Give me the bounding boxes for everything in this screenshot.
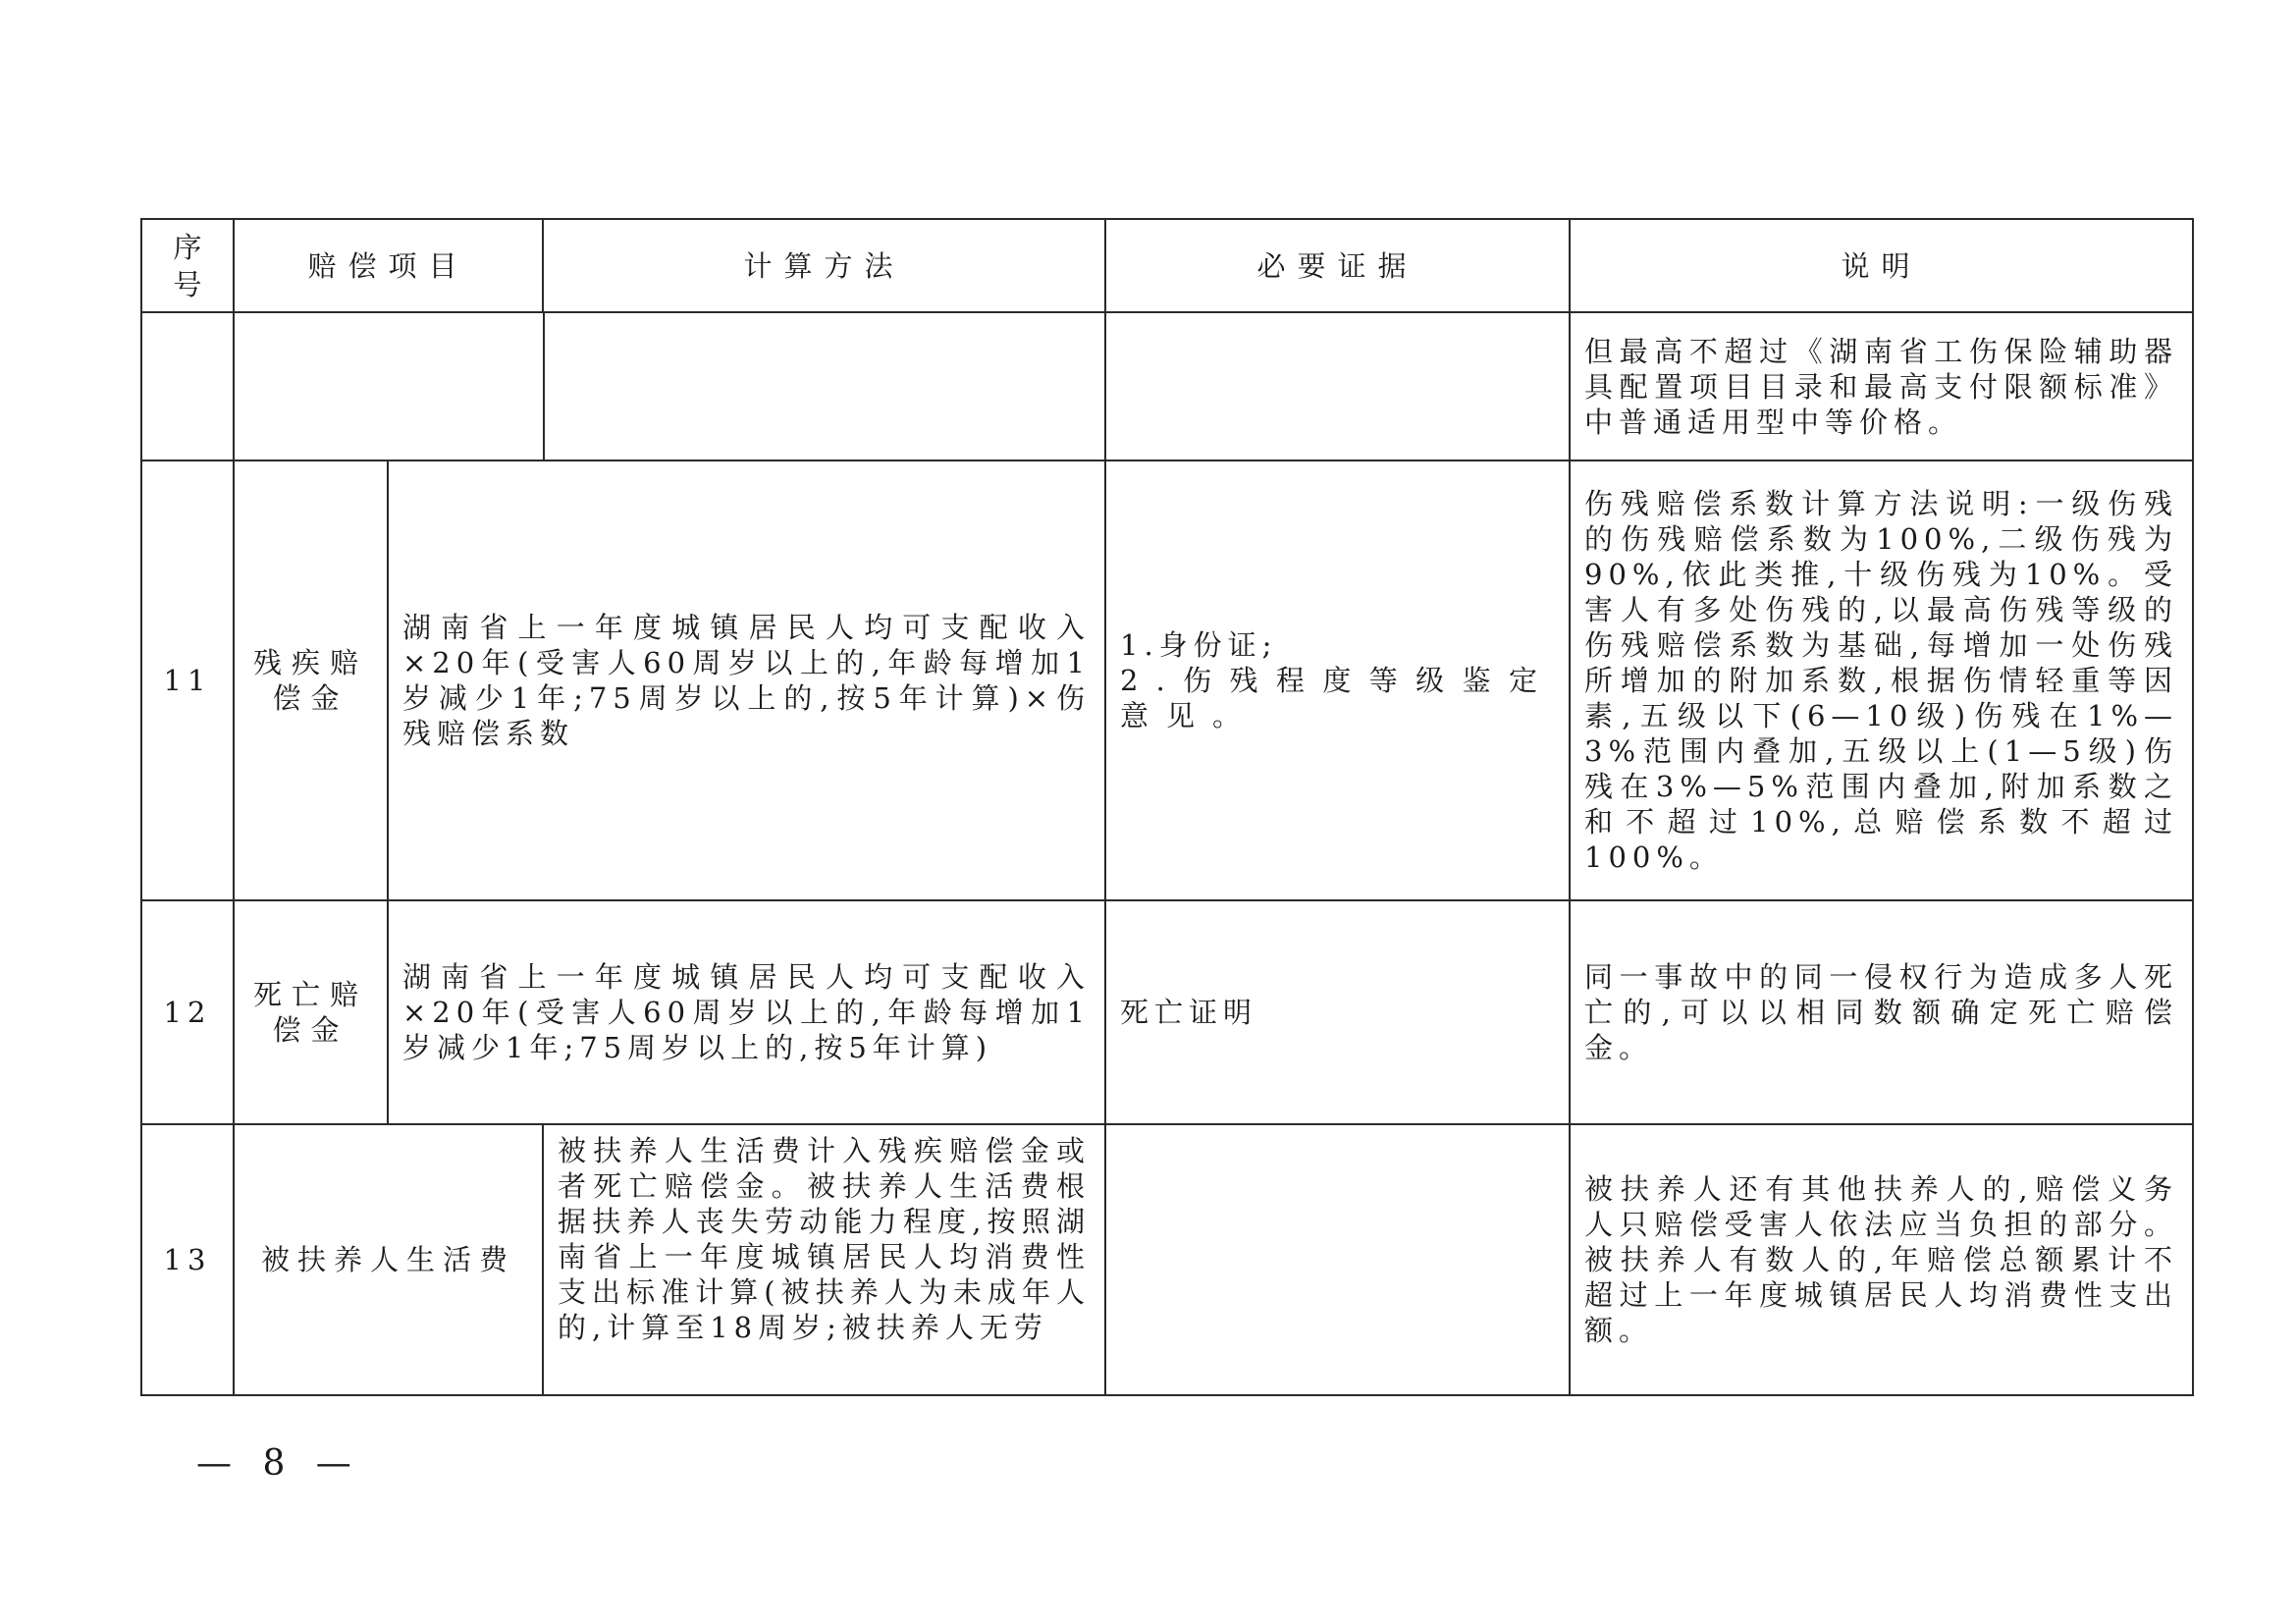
table-row: [141, 312, 2193, 460]
row-note: 但最高不超过《湖南省工伤保险辅助器具配置项目目录和最高支付限额标准》中普通适用型中等价格。: [1570, 312, 2193, 460]
table-row: [141, 460, 2193, 900]
row-item: 残疾赔偿金: [234, 460, 388, 900]
table-header-row: [141, 219, 2193, 312]
evidence-line: 2.伤残程度等级鉴定意见。: [1120, 664, 1556, 732]
row-item-method-cell: [234, 312, 1105, 460]
row-method: [543, 1124, 1105, 1395]
row-method: 湖南省上一年度城镇居民人均可支配收入×20年(受害人60周岁以上的,年龄每增加1岁减少1年;75周岁以上的,按5年计算)×伤残赔偿系数: [388, 460, 1105, 900]
row-seq: 11: [141, 460, 234, 900]
row-item: [235, 313, 545, 460]
header-method: 计算方法: [543, 219, 1105, 312]
page-number: — 8 —: [196, 1443, 361, 1484]
evidence-line: 1.身份证;: [1120, 628, 1278, 662]
row-seq: 13: [141, 1124, 234, 1395]
header-seq: [141, 219, 234, 312]
row-seq: 12: [141, 900, 234, 1124]
row-note: 被扶养人还有其他扶养人的,赔偿义务人只赔偿受害人依法应当负担的部分。被扶养人有数人的,年赔偿总额累计不超过上一年度城镇居民人均消费性支出额。: [1570, 1124, 2193, 1395]
row-method-text: 被扶养人生活费计入残疾赔偿金或者死亡赔偿金。被扶养人生活费根据扶养人丧失劳动能力程度,按照湖南省上一年度城镇居民人均消费性支出标准计算(被扶养人为未成年人的,计算至18周岁;被扶养人无劳: [558, 1134, 1092, 1344]
row-method: 湖南省上一年度城镇居民人均可支配收入×20年(受害人60周岁以上的,年龄每增加1岁减少1年;75周岁以上的,按5年计算): [388, 900, 1105, 1124]
row-evidence: 死亡证明: [1105, 900, 1570, 1124]
row-evidence: [1105, 1124, 1570, 1395]
row-method: [545, 313, 1104, 460]
row-item: 被扶养人生活费: [234, 1124, 543, 1395]
compensation-table: [140, 218, 2194, 1396]
table-row: [141, 1124, 2193, 1395]
header-evidence: 必要证据: [1105, 219, 1570, 312]
row-note: 伤残赔偿系数计算方法说明:一级伤残的伤残赔偿系数为100%,二级伤残为90%,依此类推,十级伤残为10%。受害人有多处伤残的,以最高伤残等级的伤残赔偿系数为基础,每增加一处伤残所增加的附加系数,根据伤情轻重等因素,五级以下(6—10级)伤残在1%—3%范围内叠加,五级以上(1—5级)伤残在3%—5%范围内叠加,附加系数之和不超过10%,总赔偿系数不超过100%。: [1570, 460, 2193, 900]
row-seq: [141, 312, 234, 460]
row-evidence: [1105, 460, 1570, 900]
header-note: 说明: [1570, 219, 2193, 312]
row-note: 同一事故中的同一侵权行为造成多人死亡的,可以以相同数额确定死亡赔偿金。: [1570, 900, 2193, 1124]
row-evidence: [1105, 312, 1570, 460]
table-row: [141, 900, 2193, 1124]
header-item: 赔偿项目: [234, 219, 543, 312]
header-seq-label: 序号: [173, 230, 202, 301]
row-item: 死亡赔偿金: [234, 900, 388, 1124]
